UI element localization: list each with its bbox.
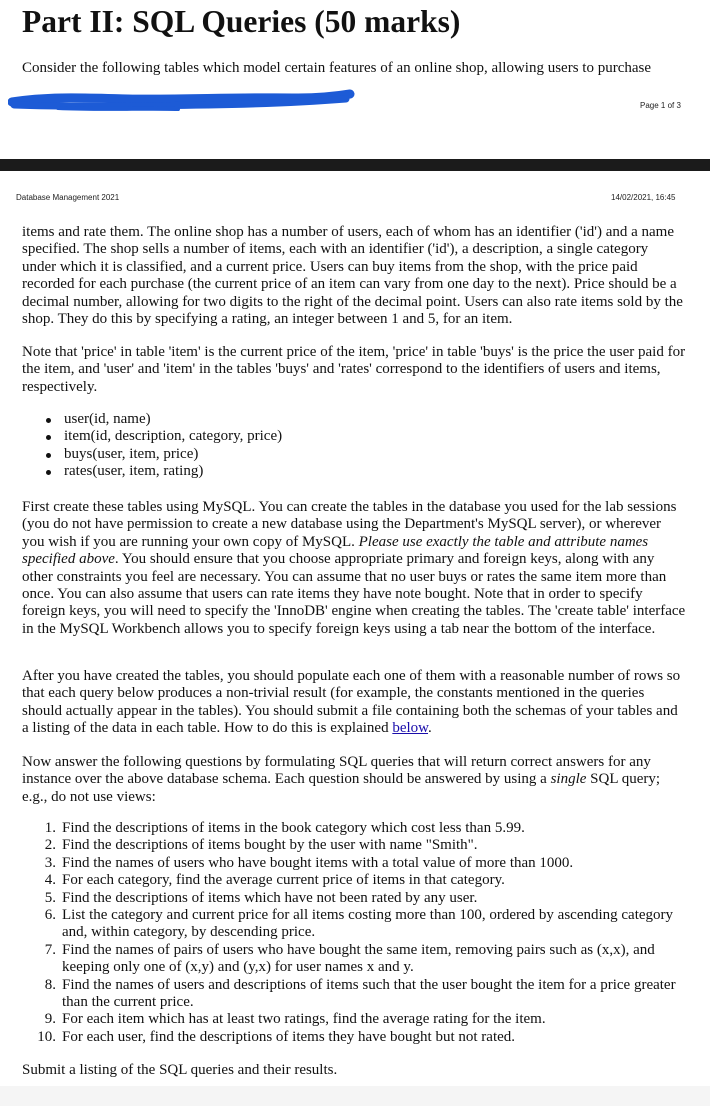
schema-list <box>46 411 666 481</box>
question-item: 7. Find the names of pairs of users who have bought the same item, removing pairs such as (x,x), and keeping only one of (x,y) and (y,x) for user names x and y. <box>44 941 655 976</box>
paragraph-note: Note that 'price' in table 'item' is the current price of the item, 'price' in table 'buys' is the price the user paid for the item, and 'user' and 'item' in the tables 'buys' and 'rates' correspond to the identifiers of users and items, respectively. <box>22 344 686 395</box>
paragraph-questions-intro: Now answer the following questions by formulating SQL queries that will return correct answers for any instance over the above database schema. Each question should be answered by using a single SQL query; e.g., do not use views: <box>22 754 661 805</box>
question-item: 2. Find the descriptions of items bought by the user with name "Smith". <box>44 837 478 854</box>
page-bottom-edge <box>0 1086 710 1106</box>
course-name: Database Management 2021 <box>16 193 120 202</box>
question-item: 9. For each item which has at least two ratings, find the average rating for the item. <box>44 1011 546 1028</box>
paragraph-description: items and rate them. The online shop has a number of users, each of whom has an identifier ('id') and a name specified. The shop sells a number of items, each with an identifier ('id'), a description, a single category under which it is classified, and a current price. Users can buy items from the shop, with the price paid recorded for each purchase (the current price of an item can vary from one day to the next). Price should be a decimal number, allowing for two digits to the right of the decimal point. Users can also rate items sold by the shop. They do this by specifying a rating, an integer between 1 and 5, for an item. <box>22 224 683 328</box>
question-item: 8. Find the names of users and descriptions of items such that the user bought the item for a price greater than the current price. <box>44 976 676 1011</box>
redaction-scribble <box>8 88 358 116</box>
page-title: Part II: SQL Queries (50 marks) <box>22 4 461 39</box>
page-number: Page 1 of 3 <box>640 101 681 110</box>
list-item: rates(user, item, rating) <box>46 463 666 480</box>
question-item: 5. Find the descriptions of items which have not been rated by any user. <box>44 889 478 906</box>
question-item: 4. For each category, find the average current price of items in that category. <box>44 872 505 889</box>
question-item: 1. Find the descriptions of items in the book category which cost less than 5.99. <box>44 820 525 836</box>
question-item: 6. List the category and current price for all items costing more than 100, ordered by ascending category and, within category, by descending price. <box>44 907 674 941</box>
list-item: user(id, name) <box>46 411 666 428</box>
paragraph-populate: After you have created the tables, you should populate each one of them with a reasonable number of rows so that each query below produces a non-trivial result (for example, the constants mentioned in the queries should actually appear in the tables). You should submit a file containing both the schemas of your tables and a listing of the data in each table. How to do this is explained below. <box>22 668 681 737</box>
question-item: 10. For each user, find the descriptions of items they have bought but not rated. <box>37 1028 516 1045</box>
paragraph-instructions: First create these tables using MySQL. You can create the tables in the database you used for the lab sessions (you do not have permission to create a new database using the Department's MySQL server), or wherever you wish if you are running your own copy of MySQL. Please use exactly the table and attribute names specified above. You should ensure that you choose appropriate primary and foreign keys, along with any other constraints you feel are necessary. You can assume that no user buys or rates the same item more than once. You can also assume that users can rate items they have note bought. Note that in order to specify foreign keys, you will need to specify the 'InnoDB' engine when creating the tables. The 'create table' interface in the MySQL Workbench allows you to specify foreign keys using a tab near the bottom of the interface. <box>22 499 686 637</box>
intro-line: Consider the following tables which model certain features of an online shop, allowing users to purchase <box>22 60 652 76</box>
questions-list <box>22 820 682 1046</box>
page-break-bar <box>0 159 710 171</box>
question-item: 3. Find the names of users who have bought items with a total value of more than 1000. <box>44 854 574 871</box>
submit-instruction: Submit a listing of the SQL queries and their results. <box>22 1062 338 1078</box>
list-item: item(id, description, category, price) <box>46 428 666 445</box>
print-datetime: 14/02/2021, 16:45 <box>611 193 676 202</box>
list-item: buys(user, item, price) <box>46 446 666 463</box>
below-link[interactable]: below <box>392 720 429 737</box>
